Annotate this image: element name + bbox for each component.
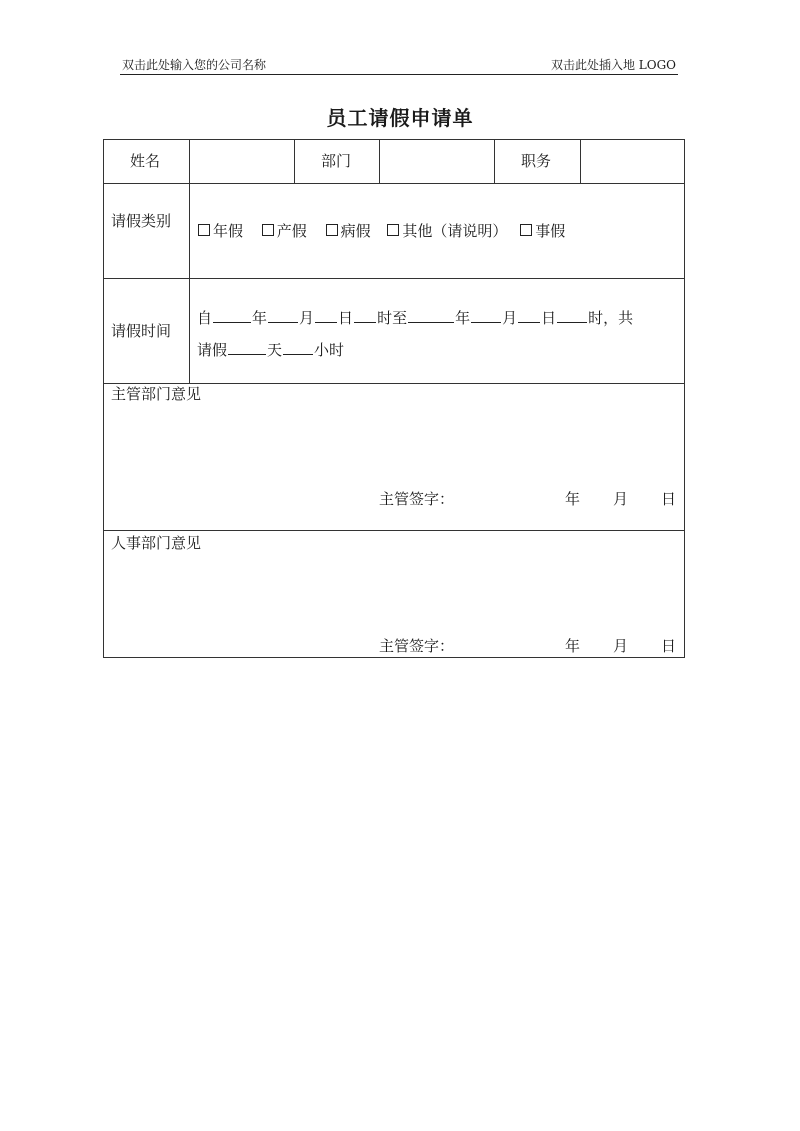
end-year-blank[interactable] bbox=[408, 307, 454, 323]
checkbox-icon bbox=[387, 224, 399, 236]
column-divider bbox=[494, 139, 495, 184]
department-input[interactable] bbox=[380, 140, 494, 183]
end-hour-blank[interactable] bbox=[557, 307, 587, 323]
hour-to-text: 时至 bbox=[377, 309, 408, 327]
form-border-right bbox=[684, 139, 685, 658]
name-input[interactable] bbox=[190, 140, 294, 183]
column-divider bbox=[294, 139, 295, 184]
day-text: 日 bbox=[541, 309, 557, 327]
option-label: 年假 bbox=[213, 222, 244, 240]
row-divider bbox=[103, 278, 685, 279]
form-title: 员工请假申请单 bbox=[326, 106, 474, 130]
leave-type-options bbox=[198, 222, 565, 240]
checkbox-icon bbox=[326, 224, 338, 236]
option-label: 事假 bbox=[535, 222, 566, 240]
leave-option-annual[interactable] bbox=[198, 222, 243, 240]
hr-opinion-label: 人事部门意见 bbox=[111, 534, 202, 552]
from-text: 自 bbox=[197, 309, 213, 327]
hr-opinion-input[interactable] bbox=[104, 554, 684, 634]
leave-option-personal[interactable] bbox=[520, 222, 565, 240]
leave-type-label: 请假类别 bbox=[111, 212, 172, 230]
department-label: 部门 bbox=[321, 152, 352, 170]
leave-option-other[interactable] bbox=[387, 222, 507, 240]
hr-sign-year: 年 bbox=[565, 637, 581, 655]
supervisor-sign-year: 年 bbox=[565, 490, 581, 508]
form-border-bottom bbox=[103, 657, 685, 658]
start-hour-blank[interactable] bbox=[354, 307, 376, 323]
row-divider bbox=[103, 383, 685, 384]
checkbox-icon bbox=[520, 224, 532, 236]
year-text: 年 bbox=[455, 309, 471, 327]
total-days-blank[interactable] bbox=[228, 339, 266, 355]
leave-time-line-1 bbox=[197, 307, 633, 327]
page-header bbox=[120, 58, 678, 75]
leave-time-label: 请假时间 bbox=[111, 322, 172, 340]
day-text: 日 bbox=[338, 309, 354, 327]
end-month-blank[interactable] bbox=[471, 307, 501, 323]
supervisor-opinion-input[interactable] bbox=[104, 405, 684, 485]
option-label: 其他（请说明） bbox=[402, 222, 508, 240]
row-divider bbox=[103, 530, 685, 531]
checkbox-icon bbox=[262, 224, 274, 236]
leave-time-line-2 bbox=[197, 339, 344, 359]
company-name-placeholder[interactable]: 双击此处输入您的公司名称 bbox=[122, 58, 267, 72]
hr-signature-label: 主管签字： bbox=[379, 637, 455, 655]
start-day-blank[interactable] bbox=[315, 307, 337, 323]
days-text: 天 bbox=[267, 341, 283, 359]
supervisor-sign-month: 月 bbox=[613, 490, 629, 508]
month-text: 月 bbox=[299, 309, 315, 327]
hour-total-text: 时，共 bbox=[588, 309, 634, 327]
checkbox-icon bbox=[198, 224, 210, 236]
supervisor-signature-label: 主管签字： bbox=[379, 490, 455, 508]
leave-option-maternity[interactable] bbox=[262, 222, 307, 240]
hr-sign-month: 月 bbox=[613, 637, 629, 655]
name-label: 姓名 bbox=[130, 152, 161, 170]
logo-placeholder[interactable]: 双击此处插入地 LOGO bbox=[550, 58, 676, 72]
supervisor-opinion-label: 主管部门意见 bbox=[111, 385, 202, 403]
option-label: 产假 bbox=[276, 222, 307, 240]
hours-text: 小时 bbox=[314, 341, 345, 359]
leave-prefix-text: 请假 bbox=[197, 341, 228, 359]
option-label: 病假 bbox=[340, 222, 371, 240]
leave-option-sick[interactable] bbox=[326, 222, 371, 240]
month-text: 月 bbox=[502, 309, 518, 327]
hr-sign-day: 日 bbox=[661, 637, 677, 655]
column-divider bbox=[189, 183, 190, 384]
start-year-blank[interactable] bbox=[213, 307, 251, 323]
row-divider bbox=[103, 183, 685, 184]
end-day-blank[interactable] bbox=[518, 307, 540, 323]
position-label: 职务 bbox=[521, 152, 552, 170]
total-hours-blank[interactable] bbox=[283, 339, 313, 355]
year-text: 年 bbox=[252, 309, 268, 327]
position-input[interactable] bbox=[581, 140, 684, 183]
leave-application-form bbox=[103, 139, 685, 658]
supervisor-sign-day: 日 bbox=[661, 490, 677, 508]
start-month-blank[interactable] bbox=[268, 307, 298, 323]
